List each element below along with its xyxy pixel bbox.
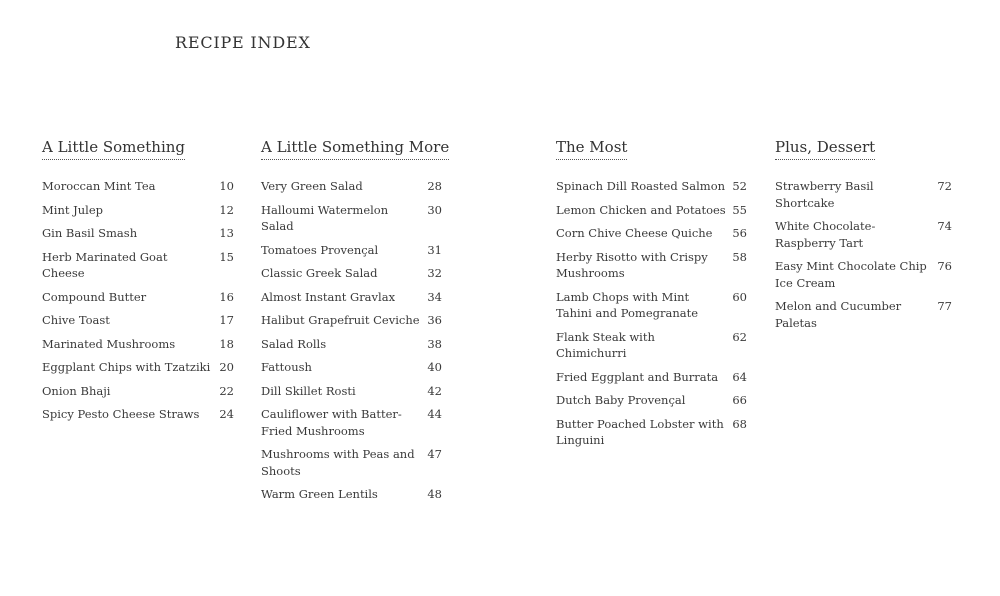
page-number: 52 bbox=[732, 179, 747, 193]
section-a-little-something bbox=[42, 137, 234, 430]
page-number: 28 bbox=[427, 179, 442, 193]
recipe-name: Very Green Salad bbox=[261, 179, 363, 193]
page-number: 31 bbox=[427, 242, 442, 257]
recipe-entry bbox=[261, 178, 442, 195]
recipe-entry bbox=[42, 178, 234, 195]
page-number: 38 bbox=[427, 336, 442, 351]
recipe-entry bbox=[556, 289, 747, 322]
section-heading: The Most bbox=[556, 138, 627, 160]
recipe-entry bbox=[261, 242, 442, 259]
page-number: 62 bbox=[732, 329, 747, 344]
recipe-name: Dill Skillet Rosti bbox=[261, 383, 356, 398]
recipe-name: Salad Rolls bbox=[261, 336, 327, 351]
section-heading: Plus, Dessert bbox=[775, 138, 875, 160]
recipe-name: Classic Greek Salad bbox=[261, 266, 378, 280]
recipe-entry bbox=[42, 383, 234, 400]
recipe-entry bbox=[556, 416, 747, 449]
page-number: 12 bbox=[219, 202, 234, 217]
page-number: 36 bbox=[427, 313, 442, 327]
recipe-entry bbox=[261, 406, 442, 439]
recipe-entry bbox=[261, 359, 442, 376]
recipe-entry bbox=[775, 298, 952, 331]
page-number: 68 bbox=[732, 416, 747, 431]
page-number: 64 bbox=[732, 369, 747, 384]
recipe-name: Tomatoes Provençal bbox=[261, 242, 379, 257]
recipe-entry bbox=[261, 336, 442, 353]
recipe-name: Chive Toast bbox=[42, 313, 110, 327]
recipe-entry bbox=[261, 289, 442, 306]
recipe-entry bbox=[775, 178, 952, 211]
page-number: 32 bbox=[427, 266, 442, 280]
page-number: 55 bbox=[732, 202, 747, 217]
page-number: 40 bbox=[427, 360, 442, 374]
recipe-name: Corn Chive Cheese Quiche bbox=[556, 226, 713, 240]
recipe-entry bbox=[775, 218, 952, 251]
recipe-list bbox=[42, 178, 234, 423]
section-the-most bbox=[556, 137, 747, 456]
recipe-name: Herby Risotto with Crispy Mushrooms bbox=[556, 249, 708, 280]
recipe-name: Marinated Mushrooms bbox=[42, 336, 176, 351]
recipe-name: Strawberry Basil Shortcake bbox=[775, 179, 874, 210]
page-number: 66 bbox=[732, 393, 747, 407]
recipe-name: Fattoush bbox=[261, 360, 312, 374]
recipe-entry bbox=[261, 383, 442, 400]
page-number: 13 bbox=[219, 226, 234, 240]
page-number: 18 bbox=[219, 336, 234, 351]
recipe-entry bbox=[556, 369, 747, 386]
recipe-name: Herb Marinated Goat Cheese bbox=[42, 249, 168, 280]
page-number: 20 bbox=[219, 360, 234, 374]
page-number: 34 bbox=[427, 289, 442, 304]
page-number: 42 bbox=[427, 383, 442, 398]
recipe-entry bbox=[42, 312, 234, 329]
page-number: 24 bbox=[219, 407, 234, 421]
recipe-entry bbox=[42, 359, 234, 376]
recipe-entry bbox=[556, 178, 747, 195]
recipe-name: Spinach Dill Roasted Salmon bbox=[556, 179, 726, 193]
page-title: RECIPE INDEX bbox=[175, 33, 311, 52]
recipe-entry bbox=[775, 258, 952, 291]
recipe-name: Halibut Grapefruit Ceviche bbox=[261, 313, 420, 327]
recipe-name: White Chocolate-Raspberry Tart bbox=[775, 219, 876, 250]
page-number: 58 bbox=[732, 249, 747, 264]
recipe-entry bbox=[42, 406, 234, 423]
section-heading: A Little Something More bbox=[261, 138, 449, 160]
recipe-entry bbox=[42, 249, 234, 282]
recipe-entry bbox=[556, 249, 747, 282]
page-number: 56 bbox=[732, 226, 747, 240]
page-number: 44 bbox=[427, 407, 442, 421]
page-number: 15 bbox=[219, 249, 234, 264]
recipe-name: Melon and Cucumber Paletas bbox=[775, 299, 902, 330]
recipe-entry bbox=[261, 265, 442, 282]
page-number: 74 bbox=[937, 219, 952, 233]
recipe-entry bbox=[261, 202, 442, 235]
recipe-list bbox=[261, 178, 442, 503]
page-number: 30 bbox=[427, 202, 442, 217]
recipe-name: Spicy Pesto Cheese Straws bbox=[42, 407, 200, 421]
recipe-entry bbox=[556, 329, 747, 362]
page-number: 10 bbox=[219, 179, 234, 193]
page-number: 60 bbox=[732, 289, 747, 304]
recipe-list bbox=[556, 178, 747, 449]
recipe-name: Butter Poached Lobster with Linguini bbox=[556, 416, 724, 447]
page-number: 72 bbox=[937, 179, 952, 193]
recipe-name: Gin Basil Smash bbox=[42, 226, 138, 240]
recipe-name: Moroccan Mint Tea bbox=[42, 179, 156, 193]
page-number: 47 bbox=[427, 447, 442, 461]
recipe-entry bbox=[42, 202, 234, 219]
page-number: 48 bbox=[427, 487, 442, 501]
recipe-entry bbox=[556, 202, 747, 219]
section-heading: A Little Something bbox=[42, 138, 185, 160]
recipe-name: Mint Julep bbox=[42, 202, 103, 217]
section-a-little-something-more bbox=[261, 137, 450, 510]
recipe-name: Onion Bhaji bbox=[42, 383, 111, 398]
recipe-entry bbox=[42, 289, 234, 306]
recipe-entry bbox=[42, 225, 234, 242]
recipe-name: Flank Steak with Chimichurri bbox=[556, 329, 655, 360]
recipe-name: Warm Green Lentils bbox=[261, 487, 378, 501]
recipe-entry bbox=[556, 392, 747, 409]
recipe-name: Compound Butter bbox=[42, 289, 147, 304]
recipe-entry bbox=[261, 486, 442, 503]
recipe-name: Lemon Chicken and Potatoes bbox=[556, 202, 726, 217]
section-plus-dessert bbox=[775, 137, 952, 338]
recipe-name: Mushrooms with Peas and Shoots bbox=[261, 447, 415, 478]
recipe-entry bbox=[556, 225, 747, 242]
recipe-name: Lamb Chops with Mint Tahini and Pomegranate bbox=[556, 289, 699, 320]
page-number: 77 bbox=[937, 299, 952, 313]
page-number: 17 bbox=[219, 313, 234, 327]
recipe-name: Fried Eggplant and Burrata bbox=[556, 369, 719, 384]
recipe-name: Halloumi Watermelon Salad bbox=[261, 202, 389, 233]
recipe-name: Eggplant Chips with Tzatziki bbox=[42, 360, 211, 374]
recipe-name: Almost Instant Gravlax bbox=[261, 289, 396, 304]
recipe-name: Dutch Baby Provençal bbox=[556, 393, 686, 407]
recipe-entry bbox=[42, 336, 234, 353]
recipe-entry bbox=[261, 312, 442, 329]
recipe-list bbox=[775, 178, 952, 331]
recipe-name: Easy Mint Chocolate Chip Ice Cream bbox=[775, 259, 927, 290]
page-number: 16 bbox=[219, 289, 234, 304]
recipe-entry bbox=[261, 446, 442, 479]
page-number: 22 bbox=[219, 383, 234, 398]
page-number: 76 bbox=[937, 259, 952, 273]
recipe-name: Cauliflower with Batter-Fried Mushrooms bbox=[261, 407, 402, 438]
